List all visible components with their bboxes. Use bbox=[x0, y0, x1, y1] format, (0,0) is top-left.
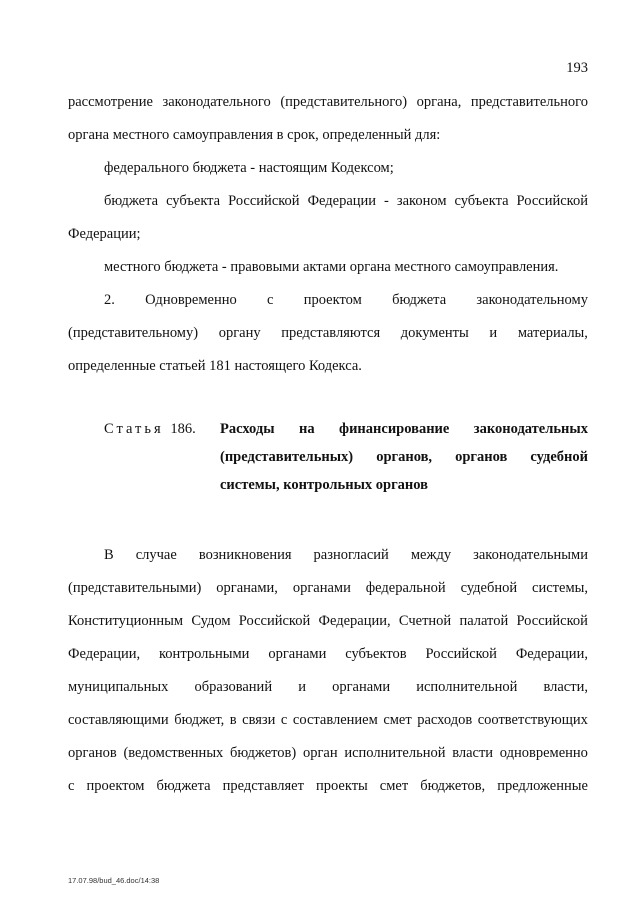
word: судебной bbox=[530, 449, 588, 465]
word: Федерации bbox=[307, 193, 377, 209]
word: (представительных) bbox=[220, 449, 354, 465]
word: связи bbox=[242, 712, 276, 728]
word: власти, bbox=[543, 679, 588, 695]
text-line bbox=[68, 539, 588, 572]
word: бюджетов, bbox=[420, 778, 486, 794]
text-line bbox=[68, 671, 588, 704]
word: законодательными bbox=[473, 547, 588, 563]
text-line: местного бюджета - правовыми актами органа местного самоуправления. bbox=[104, 259, 559, 275]
word: системы, bbox=[532, 580, 588, 596]
word: орган bbox=[302, 745, 338, 761]
text-line bbox=[68, 185, 588, 218]
word: расходов bbox=[417, 712, 473, 728]
text-line: Федерации; bbox=[68, 226, 141, 242]
word: рассмотрение bbox=[68, 94, 153, 110]
word: - bbox=[384, 193, 389, 209]
word: смет bbox=[383, 712, 412, 728]
word: В bbox=[104, 547, 114, 563]
word: органу bbox=[218, 325, 261, 341]
word: судебной bbox=[460, 580, 518, 596]
article-number bbox=[68, 415, 220, 499]
word: Федерации, bbox=[515, 646, 588, 662]
word: бюджета bbox=[104, 193, 159, 209]
word: предложенные bbox=[497, 778, 588, 794]
article-title bbox=[220, 415, 588, 499]
word: субъектов bbox=[345, 646, 407, 662]
word: Российской bbox=[228, 193, 300, 209]
word: представляются bbox=[281, 325, 381, 341]
word: образований bbox=[194, 679, 273, 695]
word: федеральной bbox=[365, 580, 446, 596]
word: законодательных bbox=[473, 421, 588, 437]
word: Счетной bbox=[398, 613, 452, 629]
word: бюджет, bbox=[174, 712, 225, 728]
text-line bbox=[68, 737, 588, 770]
word: бюджетов) bbox=[230, 745, 297, 761]
text-line bbox=[68, 605, 588, 638]
word: финансирование bbox=[339, 421, 450, 437]
word: составляющими bbox=[68, 712, 169, 728]
word: законом bbox=[396, 193, 447, 209]
word: и bbox=[489, 325, 498, 341]
article-body bbox=[68, 539, 588, 803]
word: муниципальных bbox=[68, 679, 169, 695]
text-line: определенные статьей 181 настоящего Кодекса. bbox=[68, 358, 362, 374]
word: проекты bbox=[315, 778, 368, 794]
word: Конституционным bbox=[68, 613, 184, 629]
text-line: федерального бюджета - настоящим Кодексом; bbox=[104, 160, 394, 176]
word: Расходы bbox=[220, 421, 275, 437]
word: бюджета bbox=[156, 778, 211, 794]
word: исполнительной bbox=[416, 679, 518, 695]
article-label: Статья bbox=[104, 421, 164, 437]
word: контрольными bbox=[159, 646, 250, 662]
text-line bbox=[68, 317, 588, 350]
word: проектом bbox=[86, 778, 145, 794]
word: палатой bbox=[459, 613, 509, 629]
word: субъекта bbox=[454, 193, 509, 209]
word: представляет bbox=[222, 778, 304, 794]
page-number: 193 bbox=[566, 60, 588, 76]
word: субъекта bbox=[166, 193, 221, 209]
word: органов, bbox=[376, 449, 433, 465]
word: в bbox=[229, 712, 237, 728]
word: системы, контрольных органов bbox=[220, 477, 428, 493]
word: законодательного bbox=[162, 94, 271, 110]
word: смет bbox=[379, 778, 409, 794]
word: Российской bbox=[238, 613, 311, 629]
word: возникновения bbox=[198, 547, 292, 563]
word: случае bbox=[135, 547, 177, 563]
text-line bbox=[68, 704, 588, 737]
word: Российской bbox=[425, 646, 497, 662]
title-line bbox=[220, 471, 588, 499]
word: Судом bbox=[191, 613, 231, 629]
word: органов bbox=[455, 449, 508, 465]
footer-file-stamp: 17.07.98/bud_46.doc/14:38 bbox=[68, 876, 160, 885]
word: органов bbox=[68, 745, 117, 761]
text-line bbox=[68, 284, 588, 317]
word: материалы, bbox=[517, 325, 588, 341]
word: исполнительной bbox=[344, 745, 446, 761]
word: с bbox=[68, 778, 75, 794]
word: одновременно bbox=[499, 745, 588, 761]
word: проектом bbox=[303, 292, 362, 308]
word: представительного bbox=[470, 94, 588, 110]
word: 2. bbox=[104, 292, 115, 308]
word: органами bbox=[292, 580, 351, 596]
word: разногласий bbox=[313, 547, 389, 563]
article-number-value: 186. bbox=[170, 421, 196, 437]
word: власти bbox=[452, 745, 494, 761]
word: с bbox=[280, 712, 288, 728]
word: с bbox=[267, 292, 274, 308]
text-line: органа местного самоуправления в срок, определенный для: bbox=[68, 127, 441, 143]
word: органами bbox=[332, 679, 391, 695]
word: бюджета bbox=[392, 292, 447, 308]
text-line bbox=[68, 572, 588, 605]
word: органа, bbox=[416, 94, 462, 110]
word: органами bbox=[268, 646, 327, 662]
word: и bbox=[298, 679, 306, 695]
word: (представительному) bbox=[68, 325, 199, 341]
word: Российской bbox=[516, 613, 588, 629]
word: документы bbox=[400, 325, 469, 341]
word: Федерации, bbox=[318, 613, 391, 629]
word: между bbox=[410, 547, 452, 563]
word: законодательному bbox=[476, 292, 588, 308]
text-line bbox=[68, 770, 588, 803]
word: (представительными) bbox=[68, 580, 202, 596]
text-line bbox=[68, 86, 588, 119]
word: органами, bbox=[216, 580, 278, 596]
title-line bbox=[220, 415, 588, 443]
word: Одновременно bbox=[145, 292, 237, 308]
word: на bbox=[298, 421, 315, 437]
title-line bbox=[220, 443, 588, 471]
article-heading bbox=[68, 415, 588, 499]
word: (ведомственных bbox=[123, 745, 224, 761]
word: (представительного) bbox=[280, 94, 408, 110]
word: составлением bbox=[292, 712, 378, 728]
word: Российской bbox=[516, 193, 588, 209]
document-body bbox=[68, 86, 588, 803]
word: Федерации, bbox=[68, 646, 141, 662]
text-line bbox=[68, 638, 588, 671]
word: соответствующих bbox=[477, 712, 588, 728]
